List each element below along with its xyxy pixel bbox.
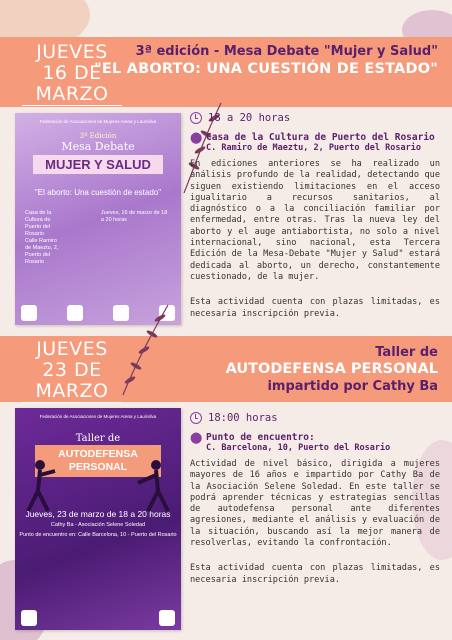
event2-date-line2: 23 DE [42,359,102,381]
event1-info [190,112,440,320]
event1-time-row [190,112,440,124]
event2-place: Punto de encuentro: [206,432,315,443]
event2-date-line3: MARZO [35,380,109,402]
event2-title [226,344,438,395]
event2-date [22,339,122,403]
event2-info [190,412,440,586]
poster-org: Federación de Asociaciones de Mujeres Arena y Laurisilva [39,119,157,124]
poster-logos [21,610,175,626]
leaf-branch-icon [108,300,178,400]
event1-time: 18 a 20 horas [208,112,291,124]
event1-title [94,44,438,77]
location-pin-icon: ⬤ [190,431,203,444]
clock-icon [190,412,202,424]
event2-note: Esta actividad cuenta con plazas limitadas, es necesaria inscripción previa. [190,563,440,585]
poster-details [25,210,171,266]
event2-title-line1: Taller de [375,345,438,360]
event1-title-line2: "EL ABORTO: UNA CUESTIÓN DE ESTADO" [94,61,438,77]
event1-place: Casa de la Cultura de Puerto del Rosario [206,132,435,143]
poster-org: Federación de Asociaciones de Mujeres Arena y Laurisilva [39,414,157,419]
event1-note: Esta actividad cuenta con plazas limitadas, es necesaria inscripción previa. [190,297,440,319]
poster-address: Calle Ramiro de Maeztu, 2, Puerto del Rosario [25,238,59,265]
poster-kicker: Taller de [75,433,121,444]
logo-icon [21,305,37,321]
logo-icon [67,305,83,321]
poster-main-title: MUJER Y SALUD [33,155,163,174]
poster-place: Casa de la Cultura de Puerto del Rosario [25,210,52,237]
event1-date-line3: MARZO [35,83,109,105]
event2-address: C. Barcelona, 10, Puerto del Rosario [206,443,391,453]
poster-instructor: Cathy Ba - Asociación Selene Soledad [50,522,146,528]
clock-icon [190,112,202,124]
poster-edition: 3ª Edición [79,132,117,140]
fighters-illustration-icon [20,453,176,513]
event2-place-row [190,432,440,453]
event2-title-line2: AUTODEFENSA PERSONAL [225,361,438,377]
event2-time: 18:00 horas [208,412,278,424]
event1-date-line1: JUEVES [36,41,108,63]
location-pin-icon: ⬤ [190,131,203,144]
event1-poster [15,113,181,325]
event1-description: En ediciones anteriores se ha realizado un análisis profundo de la realidad, detectando que siguen existiendo limitaciones en el acceso igualitario a recursos sanitarios, al diagnóstico o a la conciliación familiar por enfermedad, entre otras. Tras la nueva ley del aborto y el auge antiabortista, no solo a nivel internacional, sino nacional, esta Tercera Edición de la Mesa-Debate "Mujer y Salud" estará dedicada al aborto, un derecho, constantemente cuestionado, de la mujer. [190,159,440,282]
poster-main-title: AUTODEFENSA PERSONAL [35,445,161,477]
poster-subtitle: "El aborto: Una cuestión de estado" [34,188,162,197]
event1-date-line2: 16 DE [42,62,102,84]
event2-date-line1: JUEVES [36,338,108,360]
event1-address: C. Ramiro de Maeztu, 2, Puerto del Rosario [206,143,421,153]
event2-description: Actividad de nivel básico, dirigida a mujeres mayores de 16 años e impartido por Cathy Ba de la Asociación Selene Soledad. En este taller se podrá aprender técnicas y estrategias sencillas de autodefensa personal ante diferentes agresiones, mediante el análisis y evaluación de la situación, buscando así la mejor manera de resolverlas, evitando la confrontación. [190,459,440,549]
logo-icon [21,610,37,626]
poster-meeting: Punto de encuentro en: Calle Barcelona, 10 - Puerto del Rosario [19,532,177,538]
event1-title-line1: 3ª edición - Mesa Debate "Mujer y Salud" [135,44,438,59]
event1-place-row [190,132,440,153]
event2-title-line3: impartido por Cathy Ba [267,379,438,394]
event2-time-row [190,412,440,424]
logo-icon [159,610,175,626]
poster-date: Jueves, 16 de marzo de 18 a 20 horas [100,210,168,223]
event2-poster [15,408,181,630]
poster-date: Jueves, 23 de marzo de 18 a 20 horas [25,509,171,519]
poster-kicker: Mesa Debate [61,140,135,153]
